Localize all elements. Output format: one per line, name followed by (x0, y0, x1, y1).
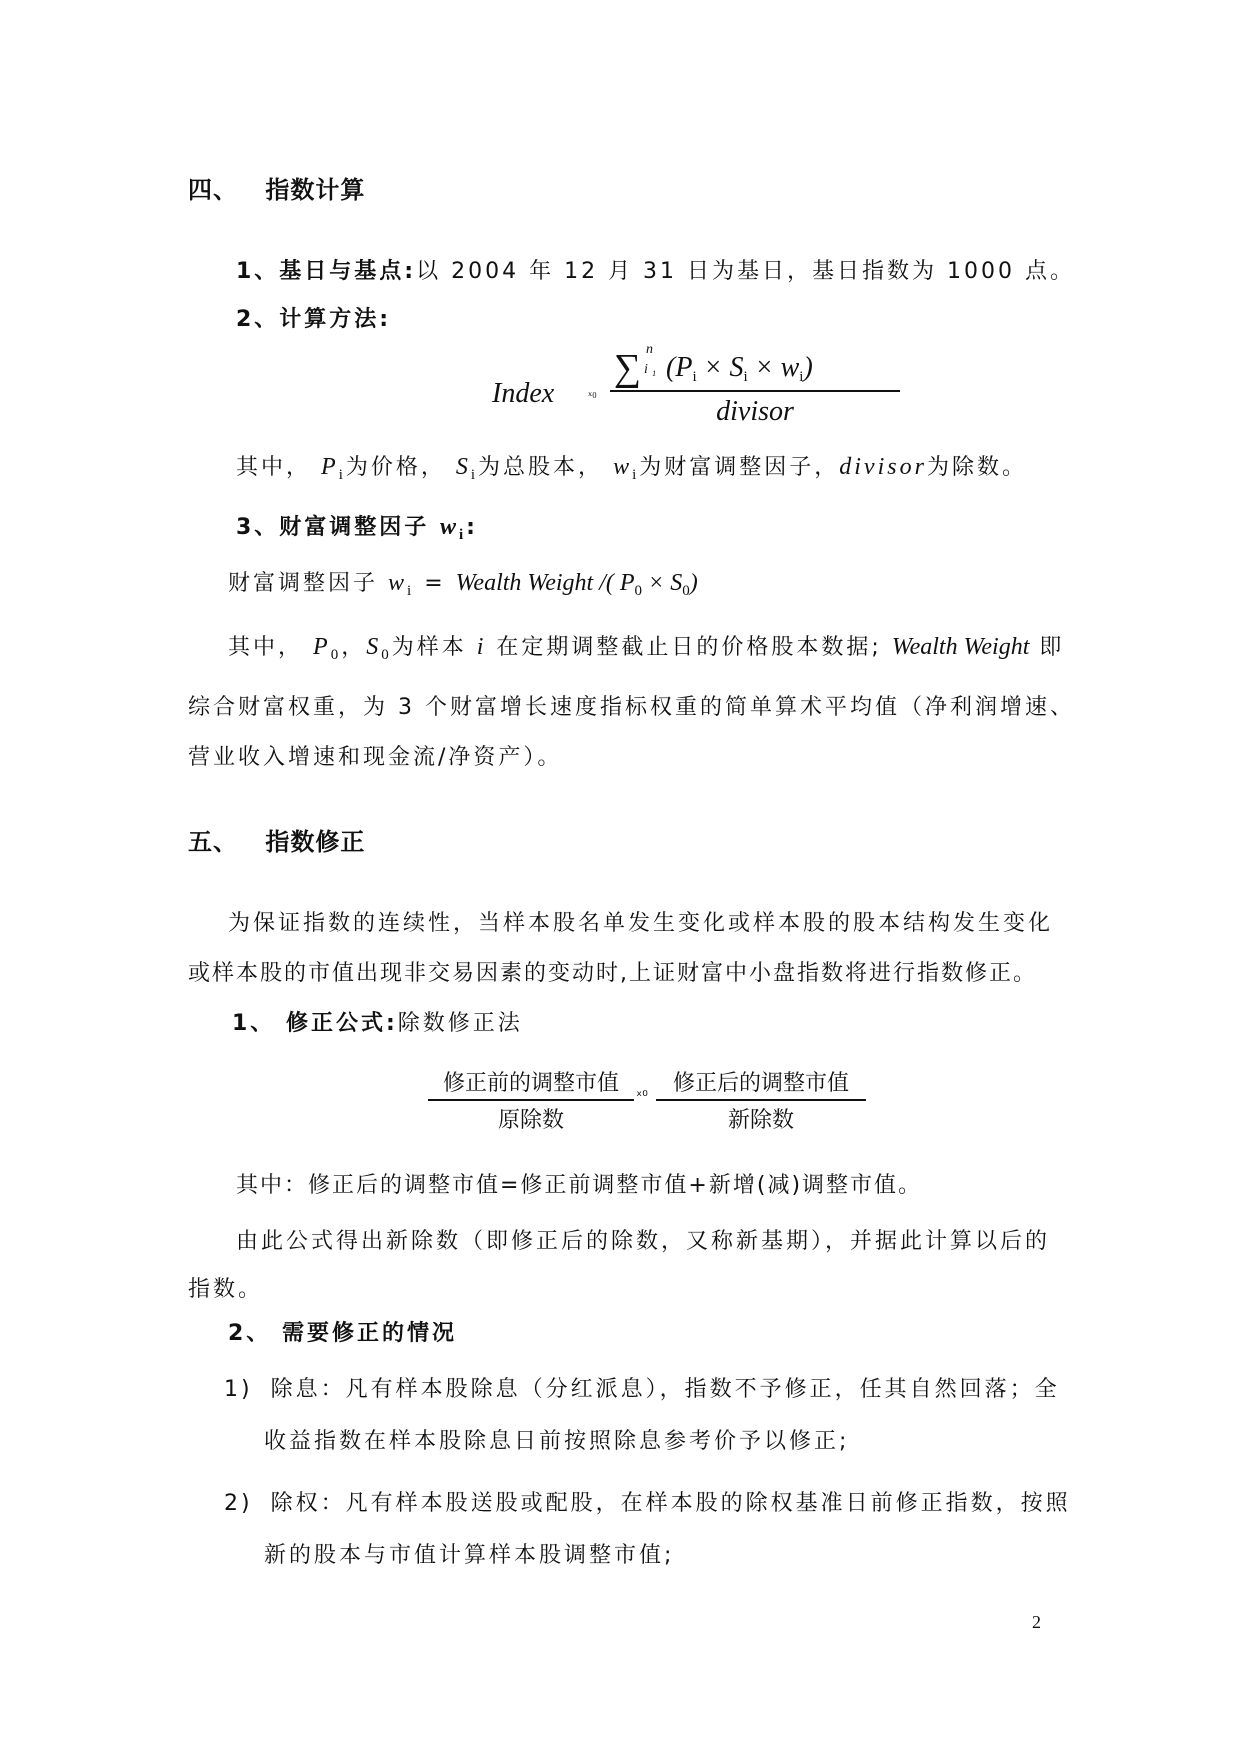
equals-glyph: ₓ₀ (636, 1084, 648, 1100)
para-continuity-line2: 或样本股的市值出现非交易因素的变动时,上证财富中小盘指数将进行指数修正。 (188, 961, 1037, 986)
left-denominator: 原除数 (497, 1108, 564, 1133)
numerator-terms: $(P_i \times S_i \times w_i)$ (666, 352, 813, 385)
list-item-continuation: 新的股本与市值计算样本股调整市值; (264, 1543, 675, 1568)
text-s: 为总股本， (478, 455, 604, 480)
para-new-divisor-line1: 由此公式得出新除数（即修正后的除数，又称新基期），并据此计算以后的 (236, 1229, 1051, 1254)
formula-lead: 财富调整因子 (228, 571, 379, 596)
var-w: $w_i$ (388, 570, 415, 599)
left-fraction (428, 1066, 634, 1134)
fraction-numerator (610, 342, 900, 392)
var-w: $w_i$ (613, 454, 640, 483)
text-divisor: 为除数。 (926, 455, 1027, 480)
item-wealth-factor (236, 510, 478, 544)
list-item (224, 1372, 1060, 1403)
colon: : (466, 515, 478, 540)
text-p: 为价格， (345, 455, 446, 480)
item-text: 除数修正法 (397, 1011, 523, 1036)
text-lead: 其中， (228, 635, 304, 660)
formula-lhs: Index (492, 378, 555, 409)
section-title: 指数修正 (265, 828, 366, 856)
item-calc-method: 2、计算方法: (236, 307, 392, 332)
item-label: 3、财富调整因子 (236, 515, 430, 540)
item-base-date (236, 254, 1075, 285)
var-p0: $P_0$ (313, 634, 342, 663)
var-w: $w_i$ (439, 514, 467, 543)
section-number: 五、 (188, 828, 238, 856)
text-lead: 其中， (236, 455, 312, 480)
var-i: i (476, 634, 487, 660)
sum-symbol: ∑ (614, 347, 642, 389)
divisor-formula (428, 1066, 868, 1146)
item-correction-cases: 2、 需要修正的情况 (228, 1321, 457, 1346)
text-end: 即 (1039, 635, 1065, 660)
equals: = (414, 571, 456, 596)
right-numerator: 修正后的调整市值 (656, 1066, 866, 1101)
sum-upper: n (646, 342, 653, 357)
para-continuity-line1: 为保证指数的连续性，当样本股名单发生变化或样本股的股本结构发生变化 (228, 911, 1054, 936)
item-text: 以 2004 年 12 月 31 日为基日，基日指数为 1000 点。 (416, 259, 1076, 284)
para-wealth-weight-line3: 营业收入增速和现金流/净资产）。 (188, 745, 563, 770)
text-w: 为财富调整因子， (639, 455, 840, 480)
formula-rest: /( $P_0 \times S_0$) (593, 570, 698, 599)
list-number: 1) (224, 1377, 253, 1402)
right-denominator: 新除数 (727, 1108, 794, 1133)
section-title: 指数计算 (265, 176, 366, 204)
fraction-denominator: divisor (716, 396, 794, 427)
para-correction-where: 其中：修正后的调整市值=修正前调整市值+新增(减)调整市值。 (236, 1173, 923, 1198)
para-wealth-weight-line2: 综合财富权重，为 3 个财富增长速度指标权重的简单算术平均值（净利润增速、 (188, 695, 1075, 720)
text-sep: ， (341, 635, 367, 660)
item-label: 1、 修正公式: (232, 1011, 398, 1036)
var-wealth-weight: Wealth Weight (891, 634, 1030, 660)
para-wealth-weight-line1 (228, 630, 1064, 664)
list-item (224, 1486, 1071, 1517)
wealth-factor-formula (228, 566, 698, 600)
left-numerator: 修正前的调整市值 (428, 1066, 634, 1101)
section-number: 四、 (188, 176, 238, 204)
list-item-continuation: 收益指数在样本股除息日前按照除息参考价予以修正; (264, 1429, 850, 1454)
var-s0: $S_0$ (366, 634, 392, 663)
sum-lower: i ₁ (644, 362, 657, 377)
var-wealth-weight: Wealth Weight (455, 570, 594, 596)
var-divisor: divisor (839, 454, 927, 480)
text-mid2: 在定期调整截止日的价格股本数据; (496, 635, 882, 660)
list-text: 除息：凡有样本股除息（分红派息），指数不予修正，任其自然回落；全 (270, 1377, 1060, 1402)
section-4-heading (188, 170, 365, 205)
para-new-divisor-line2: 指数。 (188, 1277, 264, 1302)
item-label: 1、基日与基点: (236, 259, 417, 284)
var-p: $P_i$ (321, 454, 346, 483)
item-correction-formula (232, 1006, 523, 1037)
page-number: 2 (1032, 1612, 1041, 1632)
right-fraction (656, 1066, 866, 1134)
equals-glyph: ₓ₀ (588, 384, 597, 399)
section-5-heading (188, 822, 365, 857)
text-mid: 为样本 (391, 635, 467, 660)
formula-fraction (610, 342, 900, 428)
formula-explanation (236, 450, 1027, 484)
list-number: 2) (224, 1491, 253, 1516)
var-s: $S_i$ (455, 454, 479, 483)
list-text: 除权：凡有样本股送股或配股，在样本股的除权基准日前修正指数，按照 (270, 1491, 1071, 1516)
